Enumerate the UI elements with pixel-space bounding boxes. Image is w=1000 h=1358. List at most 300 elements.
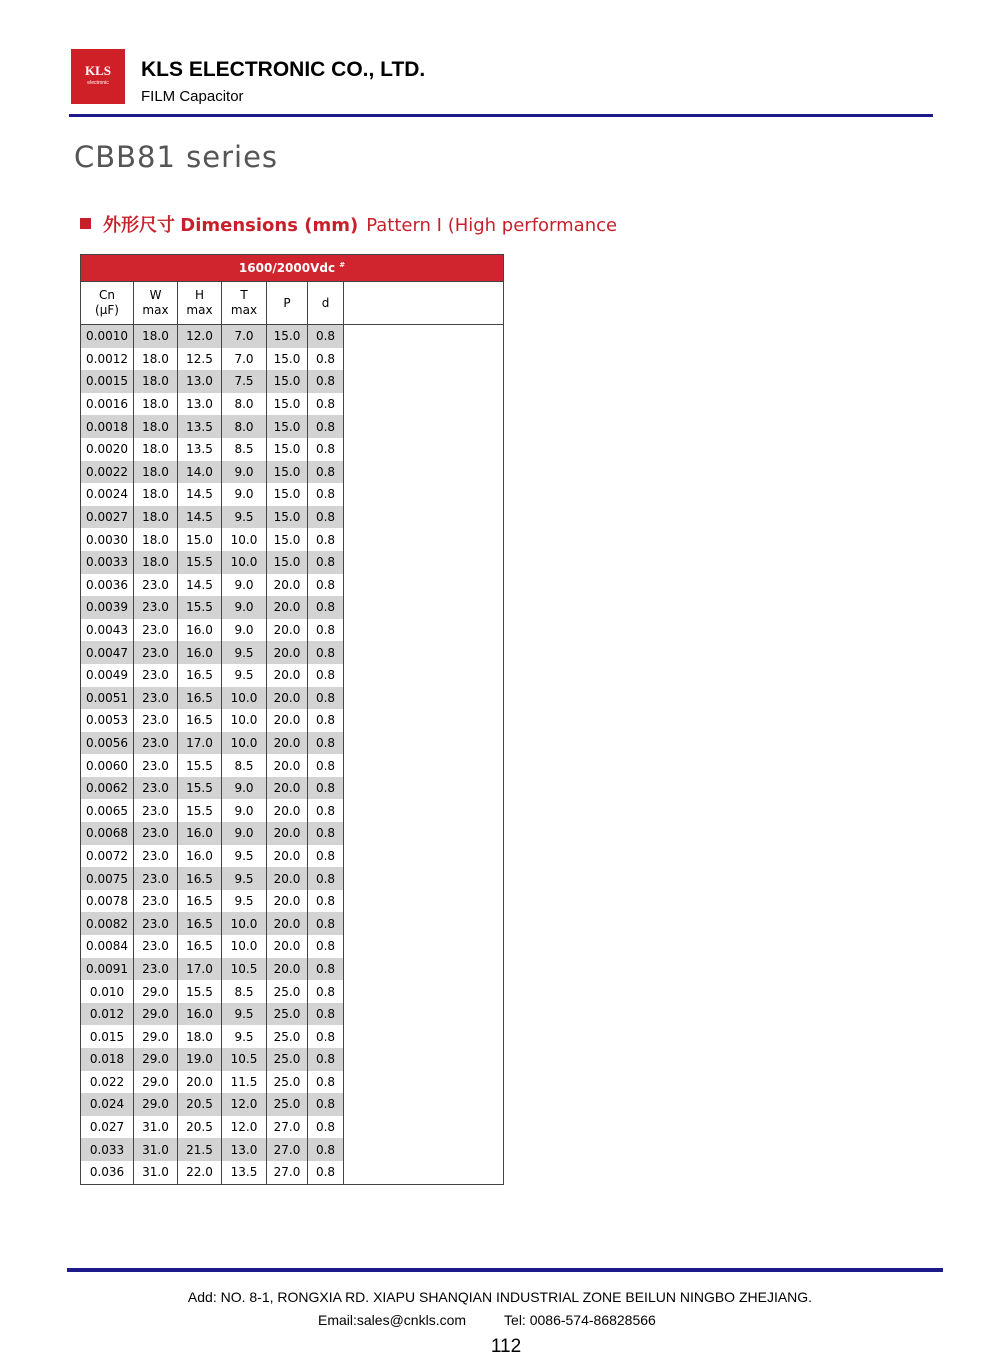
column-header-unit: max xyxy=(186,303,213,317)
page-title: CBB81 series xyxy=(74,140,279,174)
table-cell: 20.0 xyxy=(267,912,308,935)
column-header xyxy=(308,282,344,325)
table-cell: 0.0018 xyxy=(81,415,134,438)
table-cell: 23.0 xyxy=(134,935,178,958)
blank-cell xyxy=(344,777,504,800)
table-cell: 12.0 xyxy=(222,1093,267,1116)
table-cell: 0.0082 xyxy=(81,912,134,935)
table-cell: 0.0033 xyxy=(81,551,134,574)
table-cell: 23.0 xyxy=(134,822,178,845)
table-row xyxy=(81,1161,504,1184)
blank-cell xyxy=(344,1093,504,1116)
table-cell: 18.0 xyxy=(134,483,178,506)
table-cell: 12.5 xyxy=(178,348,222,371)
table-cell: 29.0 xyxy=(134,980,178,1003)
product-category: FILM Capacitor xyxy=(141,88,244,105)
table-cell: 0.0039 xyxy=(81,596,134,619)
table-cell: 0.8 xyxy=(308,980,344,1003)
blank-cell xyxy=(344,687,504,710)
table-cell: 0.8 xyxy=(308,619,344,642)
table-cell: 29.0 xyxy=(134,1093,178,1116)
table-cell: 0.8 xyxy=(308,528,344,551)
table-cell: 0.8 xyxy=(308,687,344,710)
column-header-unit: (μF) xyxy=(95,303,119,317)
table-cell: 0.8 xyxy=(308,1116,344,1139)
table-cell: 0.8 xyxy=(308,461,344,484)
table-cell: 0.8 xyxy=(308,709,344,732)
table-cell: 16.5 xyxy=(178,687,222,710)
table-cell: 18.0 xyxy=(178,1025,222,1048)
table-cell: 0.0062 xyxy=(81,777,134,800)
table-cell: 20.5 xyxy=(178,1093,222,1116)
blank-cell xyxy=(344,370,504,393)
column-header-unit: max xyxy=(142,303,169,317)
table-cell: 23.0 xyxy=(134,709,178,732)
table-cell: 16.5 xyxy=(178,935,222,958)
table-row xyxy=(81,348,504,371)
logo-text: KLS xyxy=(84,63,111,78)
table-cell: 0.0049 xyxy=(81,664,134,687)
table-cell: 20.0 xyxy=(267,890,308,913)
table-cell: 0.0012 xyxy=(81,348,134,371)
table-cell: 8.5 xyxy=(222,980,267,1003)
table-row xyxy=(81,958,504,981)
table-row xyxy=(81,393,504,416)
table-cell: 20.0 xyxy=(267,845,308,868)
table-cell: 0.8 xyxy=(308,754,344,777)
table-row xyxy=(81,619,504,642)
table-cell: 23.0 xyxy=(134,799,178,822)
blank-cell xyxy=(344,822,504,845)
table-cell: 20.0 xyxy=(267,822,308,845)
table-cell: 9.0 xyxy=(222,461,267,484)
table-cell: 23.0 xyxy=(134,596,178,619)
table-cell: 15.5 xyxy=(178,980,222,1003)
table-cell: 0.0022 xyxy=(81,461,134,484)
table-cell: 16.5 xyxy=(178,709,222,732)
table-cell: 25.0 xyxy=(267,980,308,1003)
section-heading xyxy=(80,211,617,237)
blank-cell xyxy=(344,935,504,958)
table-cell: 14.5 xyxy=(178,483,222,506)
table-cell: 15.5 xyxy=(178,596,222,619)
table-cell: 9.5 xyxy=(222,1003,267,1026)
table-cell: 0.8 xyxy=(308,506,344,529)
section-pattern: Pattern I (High performance xyxy=(366,215,618,236)
column-header-label: P xyxy=(283,295,291,310)
column-header-row xyxy=(81,282,504,325)
table-cell: 0.0047 xyxy=(81,641,134,664)
footer-address: Add: NO. 8-1, RONGXIA RD. XIAPU SHANQIAN INDUSTRIAL ZONE BEILUN NINGBO ZHEJIANG. xyxy=(187,1289,813,1305)
section-heading-cn: 外形尺寸 xyxy=(103,215,175,236)
table-cell: 20.0 xyxy=(267,777,308,800)
company-name: KLS ELECTRONIC CO., LTD. xyxy=(141,58,426,81)
table-cell: 15.0 xyxy=(267,415,308,438)
table-row xyxy=(81,461,504,484)
table-cell: 0.8 xyxy=(308,574,344,597)
table-cell: 0.8 xyxy=(308,1025,344,1048)
table-cell: 15.5 xyxy=(178,777,222,800)
table-cell: 0.0072 xyxy=(81,845,134,868)
table-row xyxy=(81,845,504,868)
table-cell: 10.0 xyxy=(222,935,267,958)
table-row xyxy=(81,664,504,687)
table-cell: 0.8 xyxy=(308,641,344,664)
table-cell: 0.8 xyxy=(308,822,344,845)
table-cell: 20.0 xyxy=(267,732,308,755)
table-cell: 0.0010 xyxy=(81,325,134,348)
footer-contact xyxy=(318,1312,656,1328)
table-cell: 20.5 xyxy=(178,1116,222,1139)
table-cell: 15.0 xyxy=(267,393,308,416)
table-cell: 13.5 xyxy=(178,438,222,461)
blank-cell xyxy=(344,528,504,551)
table-cell: 0.0020 xyxy=(81,438,134,461)
column-header-label: d xyxy=(321,295,330,310)
blank-cell xyxy=(344,393,504,416)
table-cell: 13.0 xyxy=(178,393,222,416)
column-header-label: H xyxy=(194,288,205,302)
table-cell: 20.0 xyxy=(267,664,308,687)
table-cell: 10.0 xyxy=(222,551,267,574)
table-cell: 0.8 xyxy=(308,1093,344,1116)
blank-cell xyxy=(344,325,504,348)
table-cell: 0.8 xyxy=(308,912,344,935)
table-cell: 16.5 xyxy=(178,867,222,890)
table-cell: 10.0 xyxy=(222,687,267,710)
table-row xyxy=(81,1116,504,1139)
table-cell: 0.033 xyxy=(81,1138,134,1161)
table-cell: 29.0 xyxy=(134,1048,178,1071)
table-cell: 23.0 xyxy=(134,664,178,687)
table-cell: 0.8 xyxy=(308,1003,344,1026)
table-cell: 9.5 xyxy=(222,641,267,664)
table-row xyxy=(81,890,504,913)
table-cell: 0.8 xyxy=(308,777,344,800)
table-cell: 0.8 xyxy=(308,732,344,755)
table-cell: 18.0 xyxy=(134,551,178,574)
table-cell: 10.0 xyxy=(222,732,267,755)
blank-cell xyxy=(344,1071,504,1094)
table-row xyxy=(81,325,504,348)
logo-subtext: electronic xyxy=(87,80,109,86)
blank-cell xyxy=(344,912,504,935)
table-cell: 0.015 xyxy=(81,1025,134,1048)
table-cell: 18.0 xyxy=(134,415,178,438)
blank-cell xyxy=(344,1048,504,1071)
table-cell: 0.0053 xyxy=(81,709,134,732)
table-cell: 29.0 xyxy=(134,1025,178,1048)
table-cell: 15.0 xyxy=(267,438,308,461)
table-cell: 0.0036 xyxy=(81,574,134,597)
blank-cell xyxy=(344,483,504,506)
table-row xyxy=(81,867,504,890)
blank-cell xyxy=(344,1025,504,1048)
table-cell: 16.0 xyxy=(178,641,222,664)
table-cell: 0.8 xyxy=(308,1071,344,1094)
table-cell: 0.8 xyxy=(308,325,344,348)
table-row xyxy=(81,935,504,958)
table-row xyxy=(81,732,504,755)
table-cell: 0.8 xyxy=(308,958,344,981)
table-cell: 13.5 xyxy=(178,415,222,438)
table-row xyxy=(81,483,504,506)
table-cell: 20.0 xyxy=(267,641,308,664)
table-cell: 0.0060 xyxy=(81,754,134,777)
table-cell: 0.012 xyxy=(81,1003,134,1026)
table-cell: 16.0 xyxy=(178,619,222,642)
table-cell: 17.0 xyxy=(178,958,222,981)
table-cell: 15.0 xyxy=(267,461,308,484)
table-cell: 0.8 xyxy=(308,1048,344,1071)
table-row xyxy=(81,641,504,664)
table-cell: 9.5 xyxy=(222,506,267,529)
table-cell: 15.0 xyxy=(267,483,308,506)
footer-divider xyxy=(67,1268,943,1272)
table-row xyxy=(81,574,504,597)
dimensions-table-wrapper xyxy=(80,254,501,1185)
table-cell: 14.5 xyxy=(178,506,222,529)
table-cell: 14.0 xyxy=(178,461,222,484)
table-cell: 15.0 xyxy=(267,348,308,371)
table-cell: 0.022 xyxy=(81,1071,134,1094)
table-cell: 0.8 xyxy=(308,596,344,619)
table-row xyxy=(81,370,504,393)
table-cell: 0.8 xyxy=(308,1138,344,1161)
table-cell: 13.5 xyxy=(222,1161,267,1184)
column-header xyxy=(134,282,178,325)
table-cell: 18.0 xyxy=(134,506,178,529)
table-row xyxy=(81,1025,504,1048)
blank-cell xyxy=(344,664,504,687)
table-cell: 13.0 xyxy=(222,1138,267,1161)
table-cell: 0.0030 xyxy=(81,528,134,551)
table-cell: 20.0 xyxy=(267,687,308,710)
table-cell: 31.0 xyxy=(134,1116,178,1139)
table-cell: 15.5 xyxy=(178,799,222,822)
blank-cell xyxy=(344,506,504,529)
table-cell: 0.0043 xyxy=(81,619,134,642)
table-cell: 23.0 xyxy=(134,890,178,913)
table-cell: 0.8 xyxy=(308,935,344,958)
table-cell: 31.0 xyxy=(134,1138,178,1161)
table-cell: 8.5 xyxy=(222,438,267,461)
table-cell: 20.0 xyxy=(267,754,308,777)
header-divider xyxy=(69,114,933,117)
table-cell: 20.0 xyxy=(267,709,308,732)
table-cell: 20.0 xyxy=(267,596,308,619)
table-cell: 10.5 xyxy=(222,958,267,981)
table-cell: 20.0 xyxy=(178,1071,222,1094)
column-header-label: W xyxy=(149,288,162,302)
table-cell: 25.0 xyxy=(267,1048,308,1071)
blank-cell xyxy=(344,799,504,822)
table-cell: 7.0 xyxy=(222,325,267,348)
column-header xyxy=(81,282,134,325)
table-cell: 23.0 xyxy=(134,574,178,597)
table-cell: 0.024 xyxy=(81,1093,134,1116)
blank-cell xyxy=(344,958,504,981)
table-cell: 9.5 xyxy=(222,664,267,687)
table-cell: 11.5 xyxy=(222,1071,267,1094)
square-bullet-icon xyxy=(80,218,91,229)
blank-cell xyxy=(344,845,504,868)
table-cell: 0.8 xyxy=(308,348,344,371)
table-cell: 0.018 xyxy=(81,1048,134,1071)
table-row xyxy=(81,415,504,438)
page-number: 112 xyxy=(490,1336,522,1357)
table-cell: 18.0 xyxy=(134,370,178,393)
blank-cell xyxy=(344,348,504,371)
table-cell: 25.0 xyxy=(267,1025,308,1048)
table-cell: 9.0 xyxy=(222,596,267,619)
table-row xyxy=(81,980,504,1003)
table-cell: 15.0 xyxy=(267,551,308,574)
table-cell: 7.0 xyxy=(222,348,267,371)
table-cell: 0.8 xyxy=(308,867,344,890)
footer-tel: Tel: 0086-574-86828566 xyxy=(504,1312,656,1328)
table-cell: 0.036 xyxy=(81,1161,134,1184)
table-cell: 23.0 xyxy=(134,619,178,642)
blank-cell xyxy=(344,732,504,755)
table-cell: 8.0 xyxy=(222,415,267,438)
table-cell: 0.0084 xyxy=(81,935,134,958)
table-cell: 0.8 xyxy=(308,890,344,913)
voltage-footnote-mark: # xyxy=(339,261,346,269)
blank-cell xyxy=(344,438,504,461)
table-cell: 19.0 xyxy=(178,1048,222,1071)
table-cell: 9.0 xyxy=(222,619,267,642)
table-cell: 0.0075 xyxy=(81,867,134,890)
table-cell: 16.5 xyxy=(178,912,222,935)
table-cell: 0.0027 xyxy=(81,506,134,529)
blank-cell xyxy=(344,415,504,438)
table-cell: 0.027 xyxy=(81,1116,134,1139)
table-row xyxy=(81,528,504,551)
table-cell: 0.0024 xyxy=(81,483,134,506)
table-cell: 7.5 xyxy=(222,370,267,393)
table-row xyxy=(81,551,504,574)
table-cell: 20.0 xyxy=(267,867,308,890)
table-cell: 0.0056 xyxy=(81,732,134,755)
table-row xyxy=(81,754,504,777)
table-cell: 0.8 xyxy=(308,415,344,438)
table-cell: 0.0065 xyxy=(81,799,134,822)
table-row xyxy=(81,799,504,822)
table-cell: 0.8 xyxy=(308,483,344,506)
table-cell: 23.0 xyxy=(134,641,178,664)
table-cell: 0.0091 xyxy=(81,958,134,981)
table-cell: 0.0068 xyxy=(81,822,134,845)
column-header xyxy=(267,282,308,325)
section-heading-en: Dimensions (mm) xyxy=(180,215,359,236)
table-row xyxy=(81,1093,504,1116)
blank-cell xyxy=(344,574,504,597)
table-row xyxy=(81,1048,504,1071)
table-cell: 23.0 xyxy=(134,777,178,800)
blank-cell xyxy=(344,619,504,642)
table-cell: 29.0 xyxy=(134,1003,178,1026)
table-cell: 10.5 xyxy=(222,1048,267,1071)
table-cell: 20.0 xyxy=(267,935,308,958)
column-header xyxy=(178,282,222,325)
table-cell: 27.0 xyxy=(267,1116,308,1139)
table-cell: 0.010 xyxy=(81,980,134,1003)
table-cell: 15.0 xyxy=(267,325,308,348)
table-cell: 8.0 xyxy=(222,393,267,416)
table-cell: 8.5 xyxy=(222,754,267,777)
table-row xyxy=(81,1138,504,1161)
blank-cell xyxy=(344,596,504,619)
table-cell: 10.0 xyxy=(222,912,267,935)
table-cell: 27.0 xyxy=(267,1161,308,1184)
table-cell: 0.8 xyxy=(308,845,344,868)
table-cell: 0.8 xyxy=(308,1161,344,1184)
table-cell: 15.0 xyxy=(267,506,308,529)
table-cell: 16.0 xyxy=(178,845,222,868)
table-cell: 16.5 xyxy=(178,890,222,913)
table-cell: 15.5 xyxy=(178,551,222,574)
table-cell: 29.0 xyxy=(134,1071,178,1094)
table-row xyxy=(81,438,504,461)
table-cell: 23.0 xyxy=(134,867,178,890)
table-cell: 0.0015 xyxy=(81,370,134,393)
table-cell: 27.0 xyxy=(267,1138,308,1161)
table-cell: 23.0 xyxy=(134,687,178,710)
footer-email: Email:sales@cnkls.com xyxy=(318,1312,467,1328)
column-header-label: T xyxy=(240,288,248,302)
blank-cell xyxy=(344,1138,504,1161)
table-row xyxy=(81,822,504,845)
table-row xyxy=(81,1071,504,1094)
table-cell: 21.5 xyxy=(178,1138,222,1161)
voltage-label: 1600/2000Vdc xyxy=(238,261,336,275)
table-cell: 31.0 xyxy=(134,1161,178,1184)
table-cell: 12.0 xyxy=(178,325,222,348)
table-cell: 0.8 xyxy=(308,551,344,574)
column-header-unit: max xyxy=(230,303,258,317)
table-cell: 16.5 xyxy=(178,664,222,687)
table-cell: 9.0 xyxy=(222,483,267,506)
table-cell: 20.0 xyxy=(267,958,308,981)
blank-cell xyxy=(344,1003,504,1026)
column-header xyxy=(222,282,267,325)
table-row xyxy=(81,596,504,619)
table-cell: 23.0 xyxy=(134,958,178,981)
table-row xyxy=(81,1003,504,1026)
table-cell: 18.0 xyxy=(134,438,178,461)
table-cell: 10.0 xyxy=(222,528,267,551)
table-cell: 0.0051 xyxy=(81,687,134,710)
table-cell: 0.8 xyxy=(308,438,344,461)
blank-cell xyxy=(344,1116,504,1139)
table-cell: 9.5 xyxy=(222,867,267,890)
table-row xyxy=(81,912,504,935)
table-cell: 20.0 xyxy=(267,799,308,822)
table-cell: 10.0 xyxy=(222,709,267,732)
table-cell: 12.0 xyxy=(222,1116,267,1139)
blank-cell xyxy=(344,980,504,1003)
table-cell: 18.0 xyxy=(134,348,178,371)
table-cell: 0.8 xyxy=(308,370,344,393)
table-cell: 0.8 xyxy=(308,664,344,687)
table-cell: 20.0 xyxy=(267,619,308,642)
dimensions-table xyxy=(80,254,504,1185)
blank-cell xyxy=(344,641,504,664)
table-cell: 25.0 xyxy=(267,1071,308,1094)
table-cell: 23.0 xyxy=(134,754,178,777)
blank-cell xyxy=(344,551,504,574)
